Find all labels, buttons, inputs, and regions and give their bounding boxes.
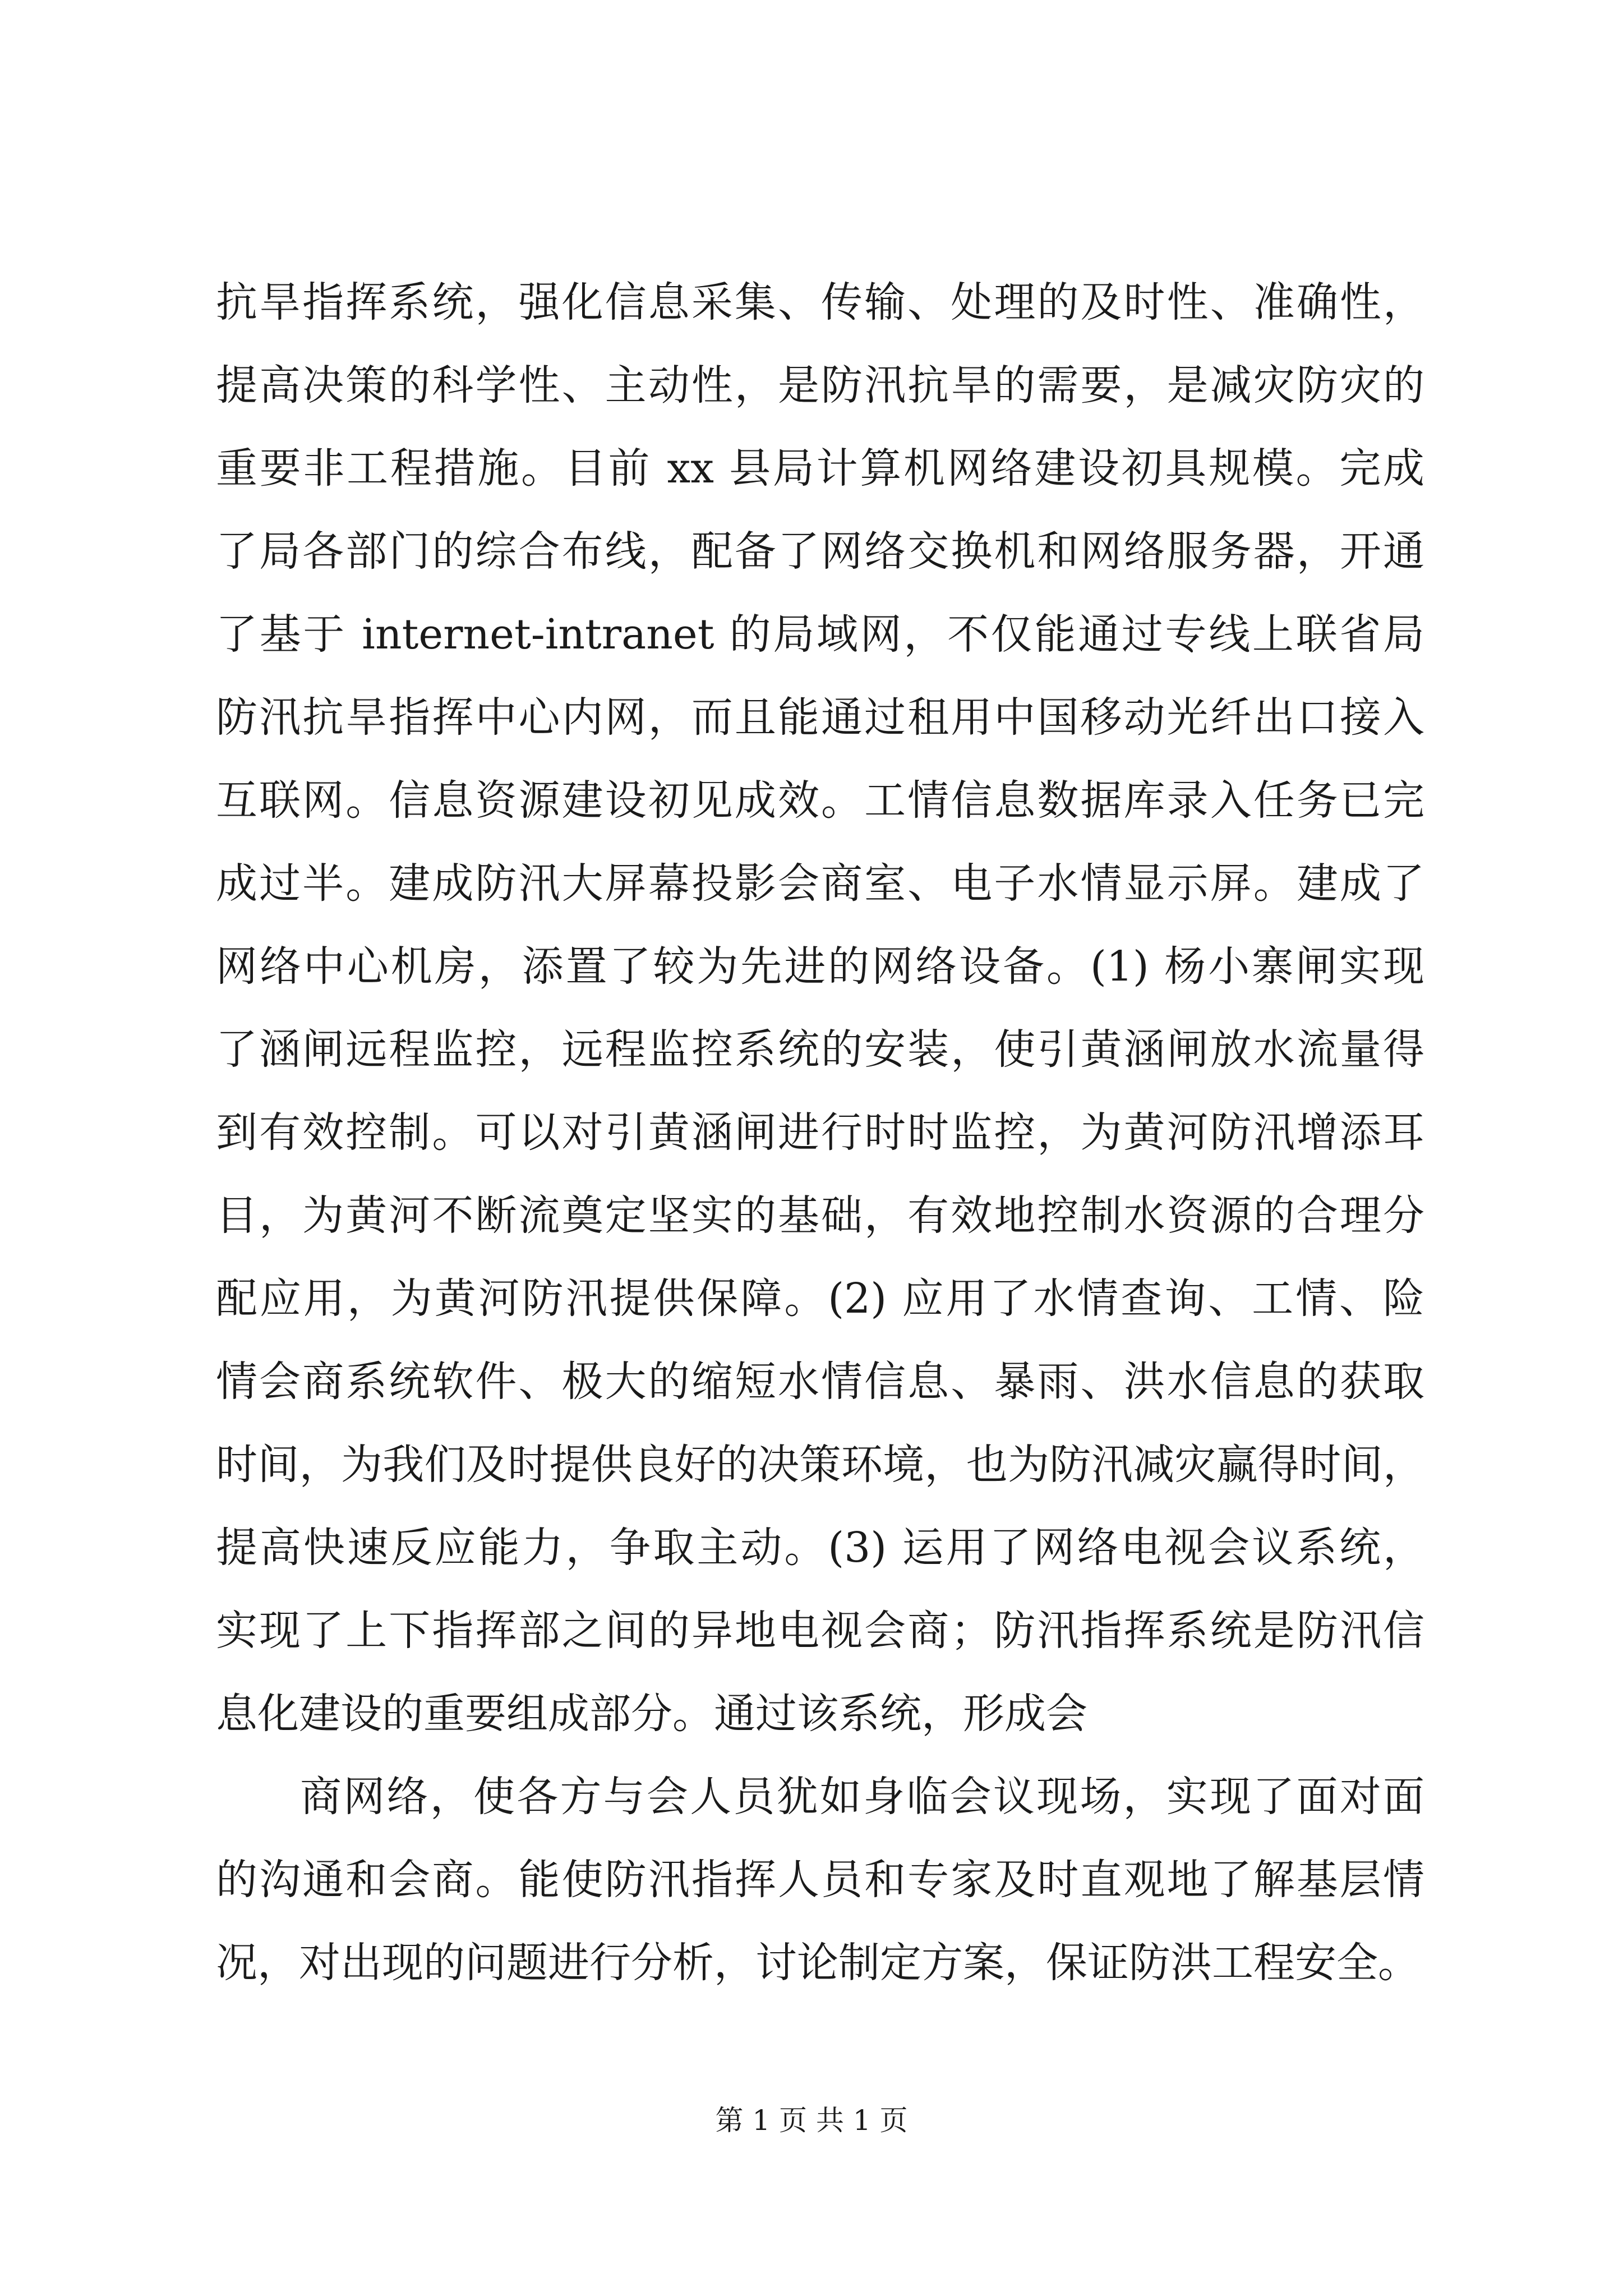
text-line: 目，为黄河不断流奠定坚实的基础，有效地控制水资源的合理分 bbox=[216, 1191, 1424, 1240]
text-line: 时间，为我们及时提供良好的决策环境，也为防汛减灾赢得时间， bbox=[216, 1441, 1424, 1489]
document-body bbox=[216, 261, 1424, 2004]
text-line: 情会商系统软件、极大的缩短水情信息、暴雨、洪水信息的获取 bbox=[216, 1358, 1424, 1406]
text-line: 配应用，为黄河防汛提供保障。(2) 应用了水情查询、工情、险 bbox=[216, 1274, 1424, 1323]
text-line: 成过半。建成防汛大屏幕投影会商室、电子水情显示屏。建成了 bbox=[216, 859, 1424, 908]
text-line: 息化建设的重要组成部分。通过该系统，形成会 bbox=[216, 1690, 1087, 1738]
text-line: 互联网。信息资源建设初见成效。工情信息数据库录入任务已完 bbox=[216, 776, 1424, 825]
text-line: 抗旱指挥系统，强化信息采集、传输、处理的及时性、准确性， bbox=[216, 278, 1424, 326]
paragraph-1 bbox=[216, 261, 1424, 1755]
text-line: 况，对出现的问题进行分析，讨论制定方案，保证防洪工程安全。 bbox=[216, 1939, 1419, 1987]
text-line: 实现了上下指挥部之间的异地电视会商；防汛指挥系统是防汛信 bbox=[216, 1607, 1424, 1655]
text-line: 的沟通和会商。能使防汛指挥人员和专家及时直观地了解基层情 bbox=[216, 1856, 1424, 1904]
text-line: 了涵闸远程监控，远程监控系统的安装，使引黄涵闸放水流量得 bbox=[216, 1025, 1424, 1074]
text-line: 提高快速反应能力，争取主动。(3) 运用了网络电视会议系统， bbox=[216, 1524, 1424, 1572]
text-line: 重要非工程措施。目前 xx 县局计算机网络建设初具规模。完成 bbox=[216, 444, 1424, 493]
page-footer: 第 1 页 共 1 页 bbox=[715, 2104, 908, 2137]
text-line: 了局各部门的综合布线，配备了网络交换机和网络服务器，开通 bbox=[216, 527, 1424, 576]
text-line: 提高决策的科学性、主动性，是防汛抗旱的需要，是减灾防灾的 bbox=[216, 361, 1424, 409]
text-line: 防汛抗旱指挥中心内网，而且能通过租用中国移动光纤出口接入 bbox=[216, 693, 1424, 742]
text-line: 了基于 internet-intranet 的局域网，不仅能通过专线上联省局 bbox=[216, 610, 1424, 659]
text-line: 商网络，使各方与会人员犹如身临会议现场，实现了面对面 bbox=[300, 1773, 1424, 1821]
paragraph-2 bbox=[216, 1755, 1424, 2004]
text-line: 到有效控制。可以对引黄涵闸进行时时监控，为黄河防汛增添耳 bbox=[216, 1108, 1424, 1157]
text-line: 网络中心机房，添置了较为先进的网络设备。(1) 杨小寨闸实现 bbox=[216, 942, 1424, 991]
